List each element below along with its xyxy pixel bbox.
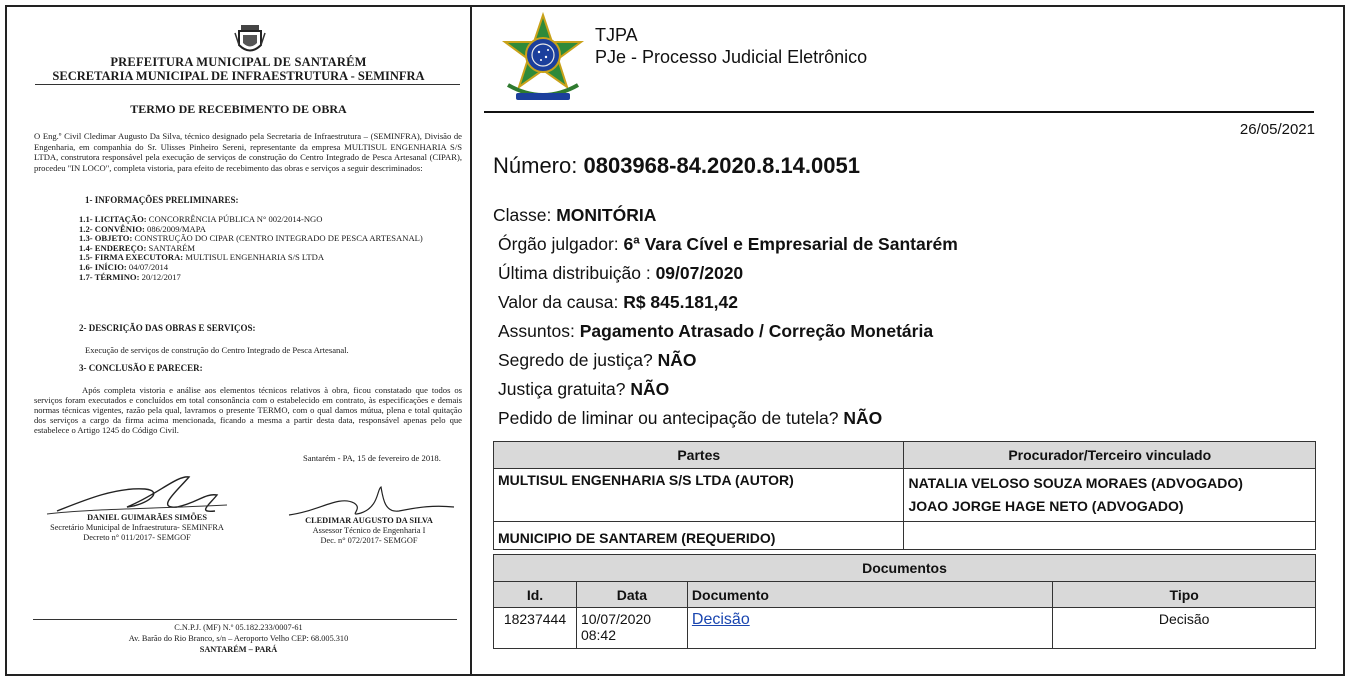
lawyer-name: NATALIA VELOSO SOUZA MORAES (ADVOGADO) — [908, 475, 1243, 491]
letter-title: TERMO DE RECEBIMENTO DE OBRA — [130, 102, 347, 116]
info-item: 1.6- INÍCIO: 04/07/2014 — [79, 261, 169, 272]
info-item: 1.3- OBJETO: CONSTRUÇÃO DO CIPAR (CENTRO INTEGRADO DE PESCA ARTESANAL) — [79, 233, 423, 244]
system-name: PJe - Processo Judicial Eletrônico — [595, 47, 868, 67]
doc-date-day: 10/07/2020 — [580, 611, 652, 627]
table-row — [494, 469, 1316, 522]
field-pedido-liminar: Pedido de liminar ou antecipação de tutela? NÃO — [498, 408, 883, 428]
table-row — [494, 608, 1316, 649]
city-coat-of-arms-icon — [233, 23, 267, 57]
documents-table — [493, 554, 1316, 649]
doc-type: Decisão — [1053, 608, 1316, 649]
section-2-heading: 2- DESCRIÇÃO DAS OBRAS E SERVIÇOS: — [79, 323, 256, 333]
doc-name-cell — [687, 608, 1052, 649]
lawyers-cell — [904, 469, 1316, 522]
signature-daniel — [27, 469, 247, 519]
section-1-heading: 1- INFORMAÇÕES PRELIMINARES: — [85, 195, 239, 205]
parties-table — [493, 441, 1316, 550]
party-cell: MULTISUL ENGENHARIA S/S LTDA (AUTOR) — [494, 469, 904, 522]
info-item: 1.1- LICITAÇÃO: CONCORRÊNCIA PÚBLICA N° 002/2014-NGO — [79, 214, 323, 224]
signer-2-role: Assessor Técnico de Engenharia I — [312, 526, 426, 535]
section-3-text: Após completa vistoria e análise aos elementos técnicos relativos à obra, ficou constatado que todos os serviços foram executados e concluídos em total consonância com o estabelecido em contrato, às especificações e demais normas técnicas vigentes, razão pela qual, lavramos o presente TERMO, com o qual damos mútua, plena e total quitação dos serviços a cargo da firma acima mencionada, ficando a mesma a partir desta data, responsável apenas pelo que estabelece o Artigo 1245 do Código Civil. — [34, 385, 462, 435]
col-documento: Documento — [687, 582, 1052, 608]
org-line-1: PREFEITURA MUNICIPAL DE SANTARÉM — [110, 55, 367, 69]
signer-1-role: Secretário Municipal de Infraestrutura- SEMINFRA — [50, 523, 224, 532]
signer-2-name: CLEDIMAR AUGUSTO DA SILVA — [305, 516, 433, 525]
divider — [33, 619, 457, 620]
field-orgao-julgador: Órgão julgador: 6ª Vara Cível e Empresarial de Santarém — [498, 234, 958, 254]
scanned-letter — [5, 5, 472, 676]
field-valor-causa: Valor da causa: R$ 845.181,42 — [498, 292, 739, 312]
lawyer-name: JOAO JORGE HAGE NETO (ADVOGADO) — [908, 498, 1184, 514]
footer-cnpj: C.N.P.J. (MF) N.º 05.182.233/0007-61 — [174, 623, 303, 632]
process-number: Número: 0803968-84.2020.8.14.0051 — [493, 153, 860, 178]
field-ultima-distribuicao: Última distribuição : 09/07/2020 — [498, 263, 744, 283]
info-item: 1.7- TÉRMINO: 20/12/2017 — [79, 271, 181, 282]
table-row — [494, 522, 1316, 550]
document-link[interactable]: Decisão — [691, 611, 750, 628]
field-classe: Classe: MONITÓRIA — [493, 205, 657, 225]
signer-1-name: DANIEL GUIMARÃES SIMÕES — [87, 513, 207, 522]
footer-address: Av. Barão do Rio Branco, s/n – Aeroporto Velho CEP: 68.005.310 — [128, 634, 349, 643]
section-3-heading: 3- CONCLUSÃO E PARECER: — [79, 363, 203, 373]
field-justica-gratuita: Justiça gratuita? NÃO — [498, 379, 670, 399]
divider — [35, 84, 460, 85]
lawyers-cell — [904, 522, 1316, 550]
info-item: 1.4- ENDEREÇO: SANTARÉM — [79, 242, 196, 253]
signer-1-decree: Decreto n° 011/2017- SEMGOF — [83, 533, 191, 542]
documents-title: Documentos — [494, 555, 1316, 582]
letter-intro: O Eng.º Civil Cledimar Augusto Da Silva, técnico designado pela Secretaria de Infraestrutura – (SEMINFRA), Divisão de Engenharia, em companhia do Sr. Ulisses Pinheiro Sereni, representante da empresa MULTISUL ENGENHARIA S/S LTDA, construtora responsável pela execução de serviços de construção do Centro Integrado de Pesca Artesanal (CIPAR), procedeu "IN LOCO", completa vistoria, para efeito de recebimento das obras e serviços a seguir descriminados: — [34, 131, 462, 173]
doc-date-time: 08:42 — [580, 627, 617, 643]
pje-case-summary — [472, 5, 1345, 676]
footer-city: SANTARÉM – PARÁ — [199, 645, 278, 654]
doc-date — [576, 608, 687, 649]
lawyers-header: Procurador/Terceiro vinculado — [904, 442, 1316, 469]
court-name: TJPA — [595, 25, 638, 45]
letter-date: Santarém - PA, 15 de fevereiro de 2018. — [303, 453, 441, 463]
field-segredo-justica: Segredo de justiça? NÃO — [498, 350, 697, 370]
party-cell: MUNICIPIO DE SANTAREM (REQUERIDO) — [494, 522, 904, 550]
preliminary-info-list — [79, 215, 464, 282]
parties-header: Partes — [494, 442, 904, 469]
signer-2-decree: Dec. n° 072/2017- SEMGOF — [320, 536, 418, 545]
col-data: Data — [576, 582, 687, 608]
info-item: 1.2- CONVÊNIO: 086/2009/MAPA — [79, 223, 206, 234]
section-2-text: Execução de serviços de construção do Centro Integrado de Pesca Artesanal. — [85, 345, 349, 355]
header-divider — [484, 111, 1314, 113]
doc-id: 18237444 — [494, 608, 577, 649]
report-date: 26/05/2021 — [1239, 121, 1315, 138]
brazil-coat-of-arms-icon — [500, 11, 586, 111]
col-id: Id. — [494, 582, 577, 608]
org-line-2: SECRETARIA MUNICIPAL DE INFRAESTRUTURA - SEMINFRA — [52, 69, 425, 83]
col-tipo: Tipo — [1053, 582, 1316, 608]
field-assuntos: Assuntos: Pagamento Atrasado / Correção Monetária — [498, 321, 934, 341]
info-item: 1.5- FIRMA EXECUTORA: MULTISUL ENGENHARIA S/S LTDA — [79, 252, 325, 263]
